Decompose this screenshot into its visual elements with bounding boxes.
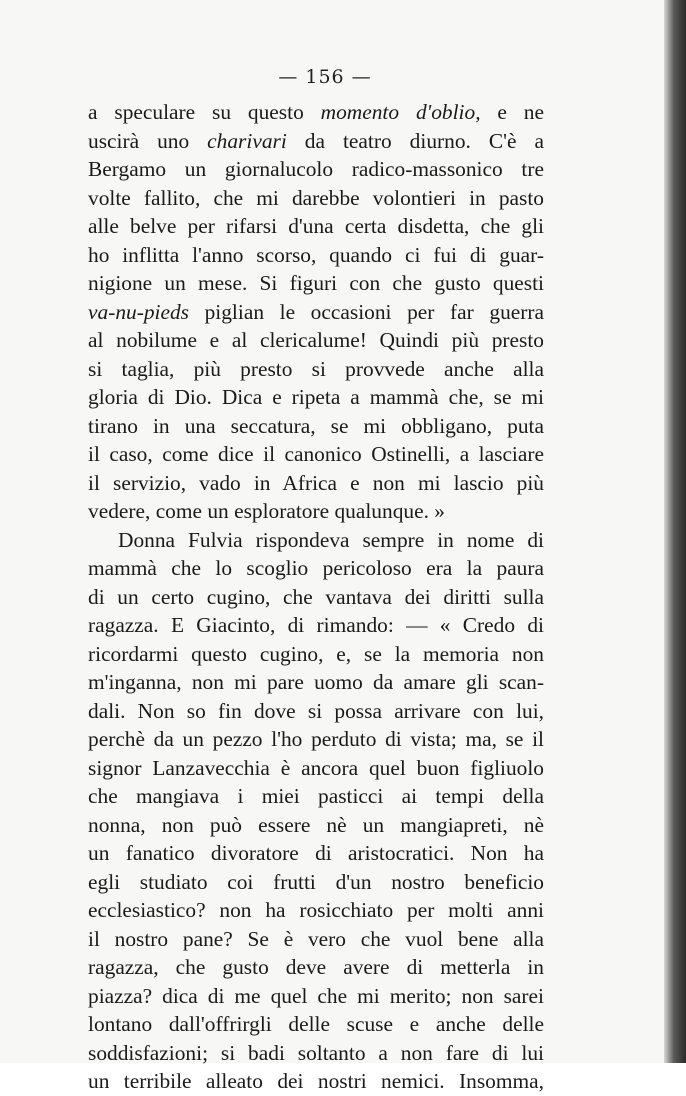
text-line bbox=[88, 725, 544, 754]
text-line bbox=[88, 982, 544, 1011]
text-segment: tirano in una seccatura, se mi obbligano, puta bbox=[88, 413, 544, 438]
text-line bbox=[88, 611, 544, 640]
text-line bbox=[88, 868, 544, 897]
text-segment: che mangiava i miei pasticci ai tempi della bbox=[88, 784, 544, 808]
text-line bbox=[88, 583, 544, 612]
body-text bbox=[88, 98, 544, 1096]
text-line bbox=[88, 953, 544, 982]
text-segment: nigione un mese. Si figuri con che gusto questi bbox=[88, 271, 544, 295]
text-line bbox=[88, 811, 544, 840]
italic-phrase: momento d'oblio, bbox=[320, 100, 481, 124]
text-line bbox=[88, 241, 544, 270]
text-segment: uscirà uno bbox=[88, 128, 208, 153]
text-segment: gloria di Dio. Dica e ripeta a mammà che, se mi bbox=[88, 385, 544, 409]
text-line bbox=[88, 440, 544, 469]
text-segment: lontano dall'offrirgli delle scuse e anche delle bbox=[88, 1012, 544, 1036]
text-line bbox=[88, 98, 544, 127]
text-line bbox=[88, 839, 544, 868]
page-number: — 156 — bbox=[278, 66, 372, 88]
text-line bbox=[88, 640, 544, 669]
page-binding-edge bbox=[664, 0, 686, 1063]
text-line bbox=[88, 184, 544, 213]
text-segment: piazza? dica di me quel che mi merito; non sarei bbox=[88, 983, 544, 1008]
text-segment: perchè da un pezzo l'ho perduto di vista; ma, se il bbox=[88, 727, 544, 751]
text-line bbox=[88, 326, 544, 355]
text-segment: al nobilume e al clericalume! Quindi più presto bbox=[88, 328, 544, 352]
text-segment: il servizio, vado in Africa e non mi lascio più bbox=[88, 470, 544, 495]
text-line bbox=[88, 554, 544, 583]
text-segment: vedere, come un esploratore qualunque. » bbox=[88, 499, 445, 523]
text-line bbox=[88, 782, 544, 811]
text-line bbox=[88, 754, 544, 783]
text-line bbox=[88, 497, 544, 526]
text-line bbox=[88, 668, 544, 697]
text-line bbox=[88, 526, 544, 555]
text-segment: si taglia, più presto si provvede anche alla bbox=[88, 356, 544, 381]
text-line bbox=[88, 896, 544, 925]
text-line bbox=[88, 155, 544, 184]
text-segment: volte fallito, che mi darebbe volontieri in pasto bbox=[88, 185, 544, 210]
text-segment: dali. Non so fin dove si possa arrivare con lui, bbox=[88, 698, 544, 723]
text-segment: un terribile alleato dei nostri nemici. Insomma, bbox=[88, 1069, 544, 1093]
text-segment: alle belve per rifarsi d'una certa disdetta, che gli bbox=[88, 214, 544, 238]
text-line bbox=[88, 925, 544, 954]
text-segment: il caso, come dice il canonico Ostinelli, a lasciare bbox=[88, 442, 544, 466]
text-segment: nonna, non può essere nè un mangiapreti, nè bbox=[88, 812, 544, 837]
text-line bbox=[88, 383, 544, 412]
text-line bbox=[88, 212, 544, 241]
text-line bbox=[88, 355, 544, 384]
text-line bbox=[88, 1067, 544, 1096]
text-segment: m'inganna, non mi pare uomo da amare gli scan- bbox=[88, 670, 544, 694]
text-segment: ecclesiastico? non ha rosicchiato per molti anni bbox=[88, 898, 544, 922]
text-segment: il nostro pane? Se è vero che vuol bene alla bbox=[88, 926, 544, 951]
text-segment: ragazza. E Giacinto, di rimando: — « Credo di bbox=[88, 613, 544, 637]
text-segment: piglian le occasioni per far guerra bbox=[188, 299, 544, 324]
text-line bbox=[88, 1039, 544, 1068]
text-segment: mammà che lo scoglio pericoloso era la paura bbox=[88, 556, 544, 580]
text-line bbox=[88, 127, 544, 156]
text-segment: ragazza, che gusto deve avere di metterla in bbox=[88, 955, 544, 979]
text-segment: e ne bbox=[480, 100, 544, 124]
italic-phrase: va-nu-pieds bbox=[88, 299, 189, 324]
text-line bbox=[88, 412, 544, 441]
text-line bbox=[88, 298, 544, 327]
text-line bbox=[88, 1010, 544, 1039]
text-segment: a speculare su questo bbox=[88, 100, 321, 124]
text-segment: ricordarmi questo cugino, e, se la memoria non bbox=[88, 641, 544, 666]
text-segment: Donna Fulvia rispondeva sempre in nome di bbox=[118, 527, 544, 552]
text-segment: da teatro diurno. C'è a bbox=[286, 128, 544, 153]
text-segment: ho inflitta l'anno scorso, quando ci fui di guar- bbox=[88, 242, 544, 267]
text-segment: soddisfazioni; si badi soltanto a non fare di lui bbox=[88, 1040, 544, 1065]
text-segment: di un certo cugino, che vantava dei diritti sulla bbox=[88, 584, 544, 609]
text-line bbox=[88, 697, 544, 726]
text-line bbox=[88, 469, 544, 498]
text-line bbox=[88, 269, 544, 298]
text-segment: signor Lanzavecchia è ancora quel buon figliuolo bbox=[88, 755, 544, 780]
text-segment: un fanatico divoratore di aristocratici. Non ha bbox=[88, 841, 544, 865]
text-segment: egli studiato coi frutti d'un nostro beneficio bbox=[88, 869, 544, 894]
text-segment: Bergamo un giornalucolo radico-massonico tre bbox=[88, 157, 544, 181]
italic-phrase: charivari bbox=[207, 128, 287, 153]
